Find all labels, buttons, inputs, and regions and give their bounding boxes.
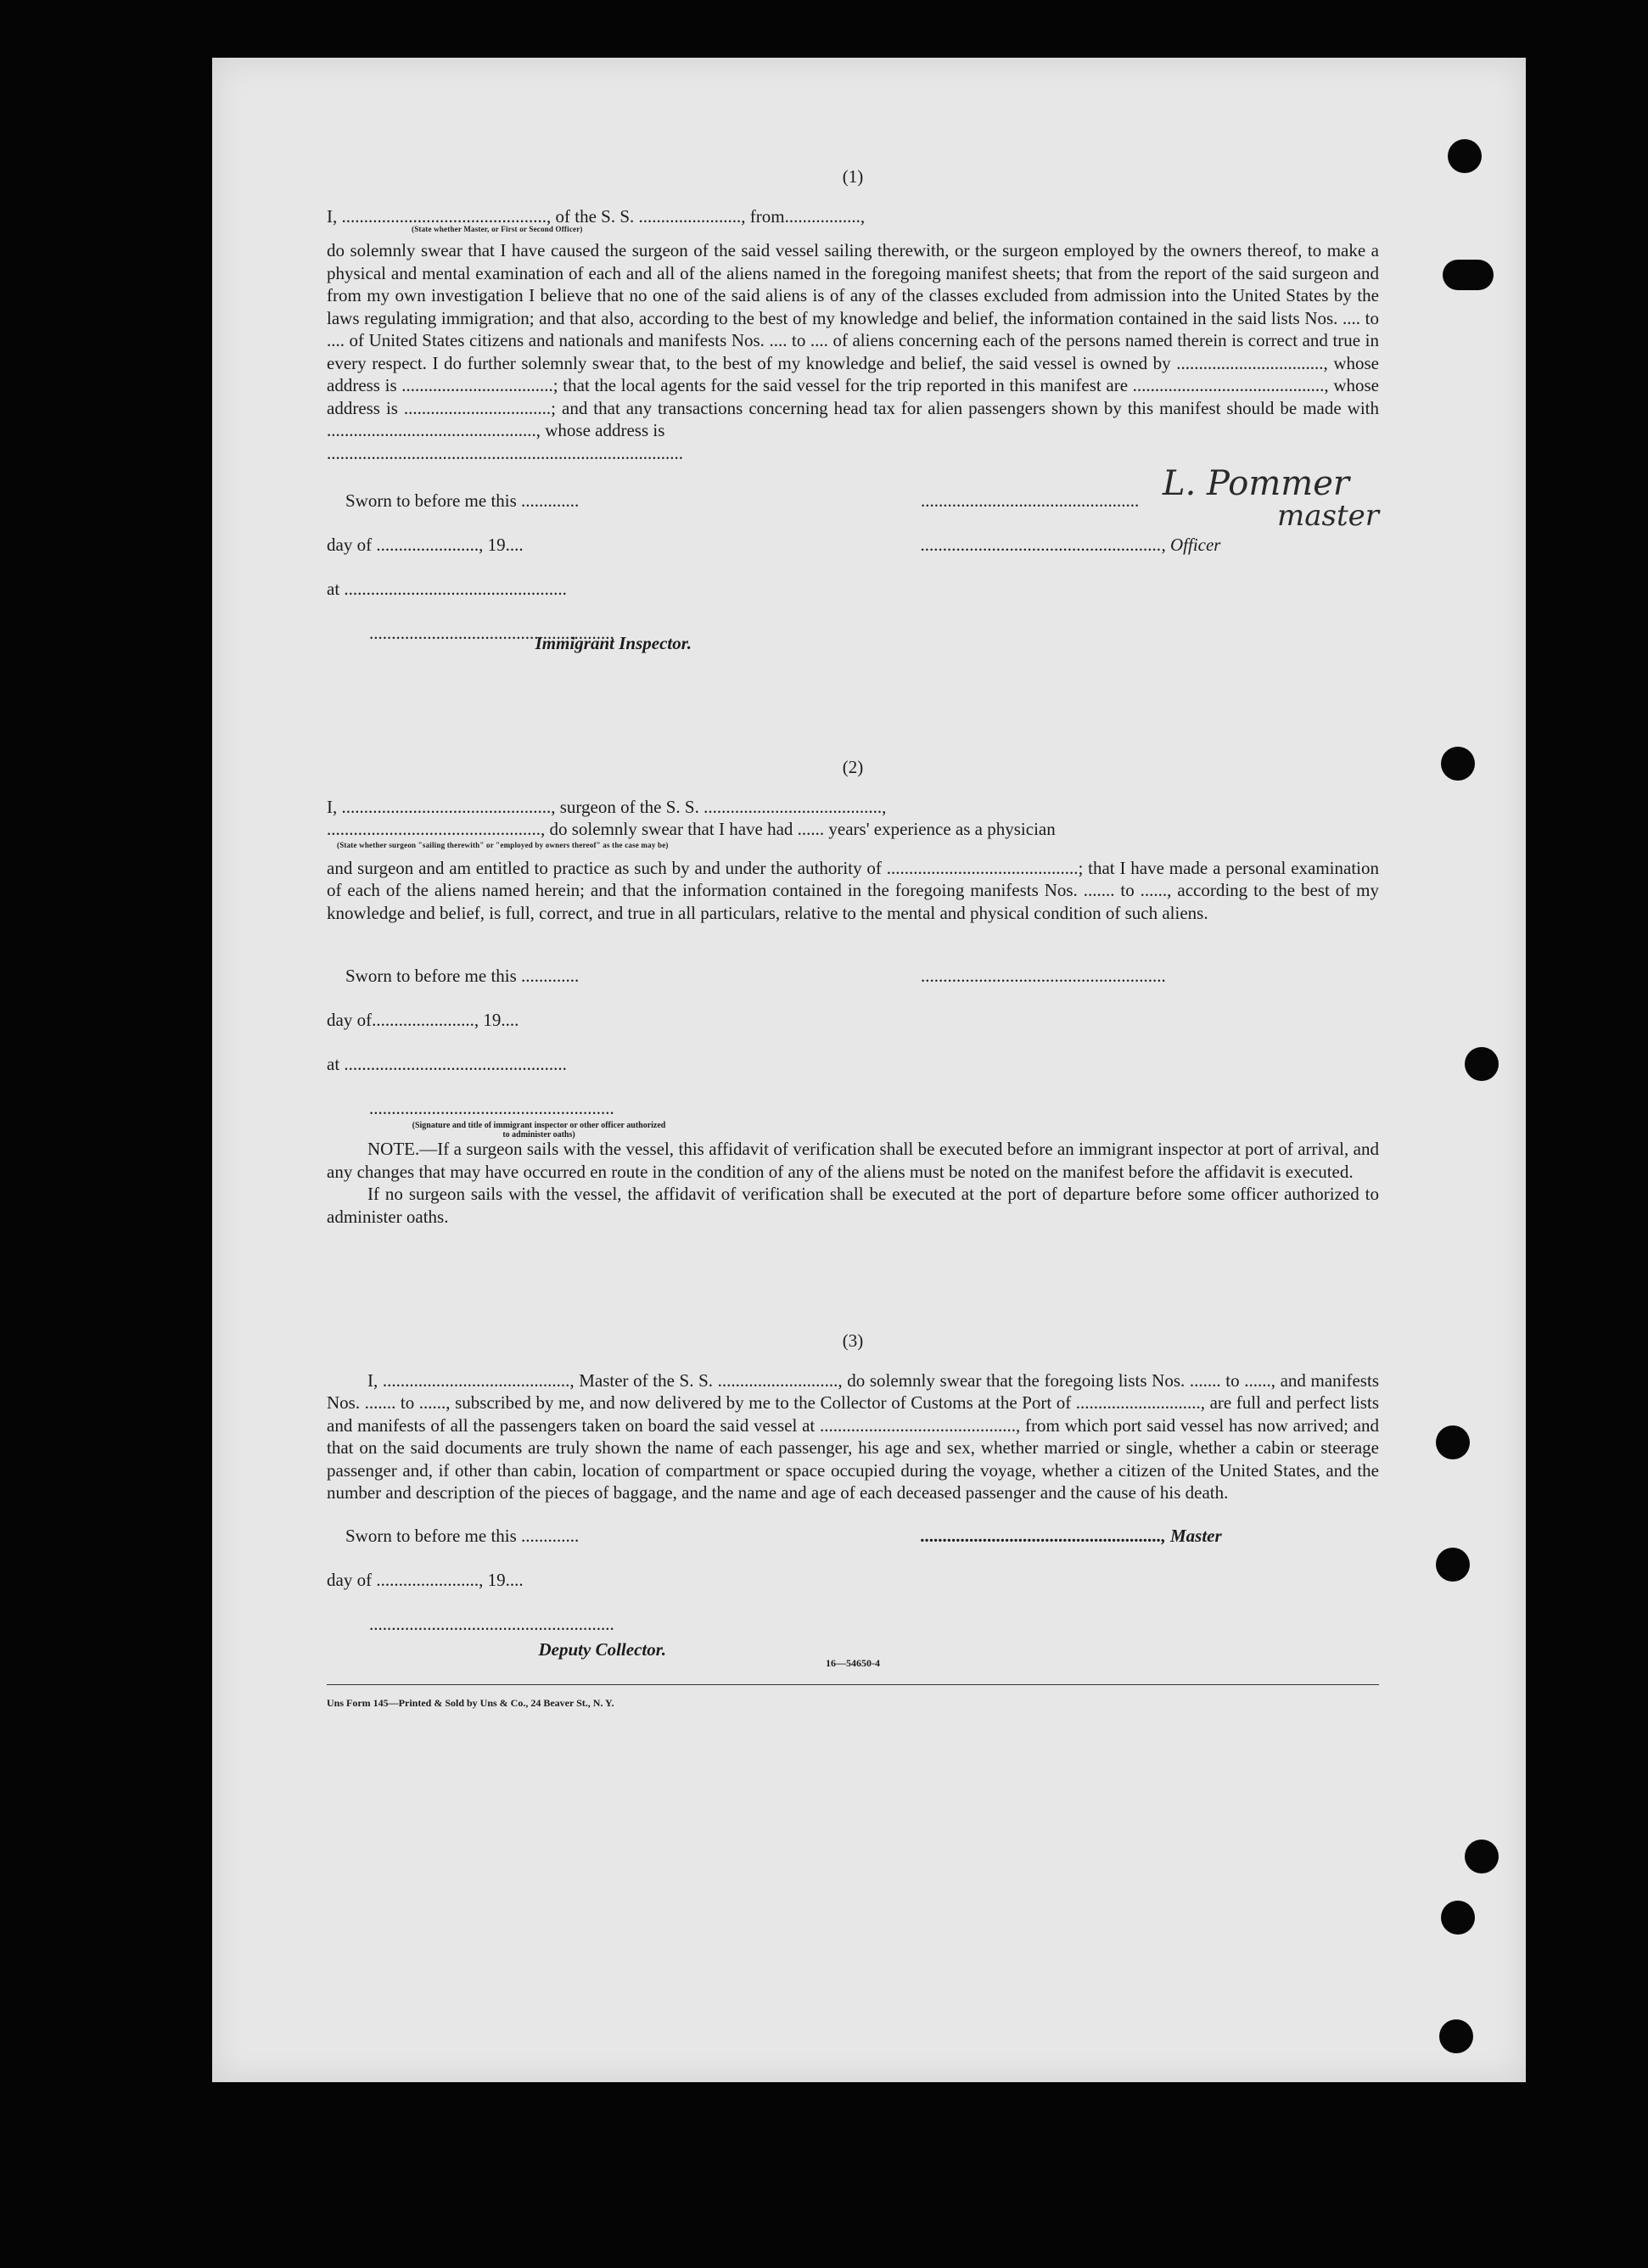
section-1-number: (1) <box>842 166 864 187</box>
inspector-title: Immigrant Inspector. <box>535 633 692 653</box>
at-line: at .................................................. <box>327 1054 567 1074</box>
affidavit-content <box>327 165 1379 1715</box>
section-3-number: (3) <box>842 1330 864 1351</box>
collector-title: Deputy Collector. <box>538 1638 666 1660</box>
handwritten-signature: L. Pommer <box>1163 464 1350 503</box>
footer-rule <box>327 1684 1379 1685</box>
officer-line: ......................................................, Officer <box>921 535 1221 555</box>
punch-hole <box>1436 1425 1470 1459</box>
inspector-signature-line: ....................................................... <box>369 623 614 643</box>
sworn-line: Sworn to before me this ............. <box>345 966 580 986</box>
section-2-body: and surgeon and am entitled to practice as such by and under the authority of ...........................................; that I have made a personal examination of each of the aliens named herein; and that the information contained in the foregoing manifests Nos. ....... to ......, according to the best of my knowledge and belief, is full, correct, and true in all particulars, relative to the mental and physical condition of such aliens. <box>327 857 1379 923</box>
section-2-sworn-right <box>921 965 1387 1009</box>
punch-hole <box>1441 747 1475 781</box>
section-1-trailing-dots: ................................................................................ <box>327 442 683 463</box>
section-2-line-1: I, ..............................................., surgeon of the S. S. ........................................, <box>327 796 887 817</box>
section-1-signature-block <box>327 464 1379 676</box>
section-2-number: (2) <box>842 757 864 777</box>
section-2-sworn-left <box>327 965 700 1140</box>
section-3-signature-block <box>327 1525 1379 1660</box>
section-1-sworn-left <box>327 490 700 655</box>
section-2-line-2: ................................................, do solemnly swear that I have had ...... years' experience as a physician <box>327 819 1056 839</box>
day-line: day of ......................., 19.... <box>327 1569 524 1590</box>
punch-hole <box>1465 1840 1499 1873</box>
day-line: day of ......................., 19.... <box>327 535 524 555</box>
sworn-line: Sworn to before me this ............. <box>345 490 580 511</box>
signature-caption: (Signature and title of immigrant inspector or other officer authorized to administer oaths) <box>412 1121 666 1140</box>
form-serial-number: 16—54650-4 <box>826 1656 880 1669</box>
officer-name-line: ................................................. <box>921 490 1140 511</box>
signature-line: ....................................................... <box>369 1098 614 1118</box>
punch-hole <box>1465 1047 1499 1081</box>
handwritten-title: master <box>1277 499 1379 533</box>
master-signature-line: ......................................................, Master <box>921 1525 1222 1546</box>
section-1-caption: (State whether Master, or First or Second Officer) <box>412 225 583 233</box>
section-2-signature-block <box>327 965 1379 1140</box>
punch-hole <box>1448 139 1482 173</box>
punch-hole <box>1439 2019 1473 2053</box>
collector-signature-line: ....................................................... <box>369 1613 614 1634</box>
sworn-line: Sworn to before me this ............. <box>345 1525 580 1546</box>
section-1-opening-line: I, .............................................., of the S. S. ......................., from................., <box>327 205 866 227</box>
section-3-body: I, .........................................., Master of the S. S. ..........................., do solemnly swear that the foregoing lists Nos. ....... to ......, and manifests Nos. ....... to ......, subscribed by me, and now delivered by me to the Collector of Customs at the Port of ............................, are full and perfect lists and manifests of all the passengers taken on board the said vessel at ............................................, from which port said vessel has now arrived; and that on the said documents are truly shown the name of each passenger, his age and sex, whether married or single, whether a cabin or steerage passenger and, if other than cabin, location of compartment or space occupied during the voyage, whether a citizen of the United States, and the number and description of the pieces of baggage, and the name and age of each deceased passenger and the cause of his death. <box>327 1369 1379 1503</box>
section-2-caption: (State whether surgeon "sailing therewith" or "employed by owners thereof" as the case may be) <box>337 840 669 849</box>
form-footer: Uns Form 145—Printed & Sold by Uns & Co., 24 Beaver St., N. Y. <box>327 1697 614 1709</box>
section-3-sworn-right <box>921 1525 1387 1569</box>
note-paragraph-2: If no surgeon sails with the vessel, the affidavit of verification shall be executed at the port of departure before some officer authorized to administer oaths. <box>327 1184 1379 1227</box>
note-paragraph-1: NOTE.—If a surgeon sails with the vessel, this affidavit of verification shall be executed before an immigrant inspector at port of arrival, and any changes that may have occurred en route in the condition of any of the aliens must be noted on the manifest before the affidavit is executed. <box>327 1139 1379 1182</box>
punch-hole <box>1443 260 1494 290</box>
at-line: at .................................................. <box>327 579 567 599</box>
punch-hole <box>1436 1548 1470 1582</box>
surgeon-signature-line: ....................................................... <box>921 966 1166 986</box>
section-3-sworn-left <box>327 1525 700 1661</box>
day-line: day of......................., 19.... <box>327 1010 519 1030</box>
punch-hole <box>1441 1901 1475 1935</box>
section-1-body: do solemnly swear that I have caused the surgeon of the said vessel sailing therewith, or the surgeon employed by the owners thereof, to make a physical and mental examination of each and all of the aliens named in the foregoing manifest sheets; that from the report of the said surgeon and from my own investigation I believe that no one of the said aliens is of any of the classes excluded from admission into the United States by the laws regulating immigration; and that also, according to the best of my knowledge and belief, the information contained in the said lists Nos. .... to .... of United States citizens and nationals and manifests Nos. .... to .... of aliens concerning each of the persons named therein is correct and true in every respect. I do further solemnly swear that, to the best of my knowledge and belief, the said vessel is owned by ................................., whose address is ..................................; that the local agents for the said vessel for the trip reported in this manifest are ..........................................., whose address is .................................; and that any transactions concerning head tax for alien passengers shown by this manifest should be made with ..............................................., whose address is <box>327 240 1379 440</box>
